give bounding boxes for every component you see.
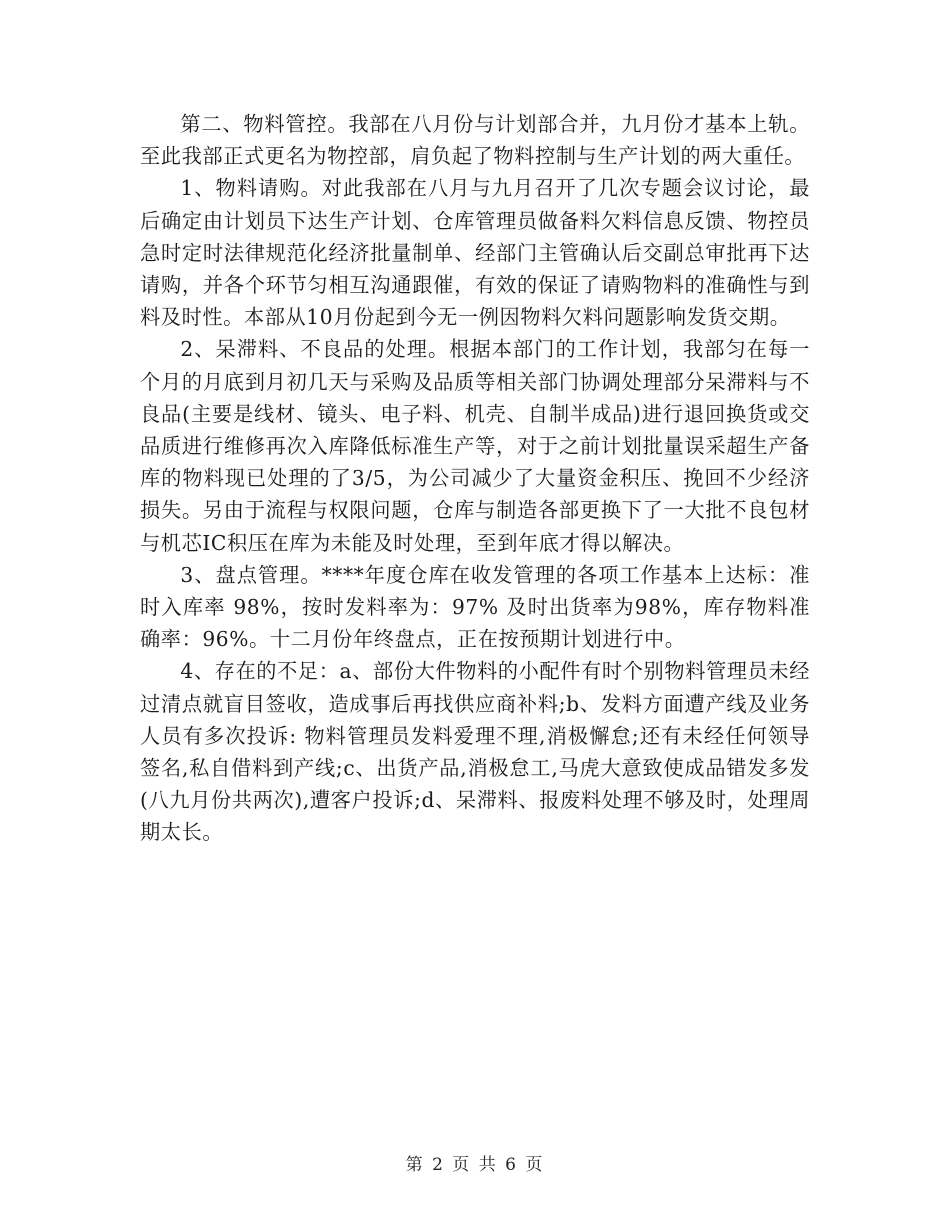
document-body — [140, 108, 810, 849]
page-footer — [0, 1150, 950, 1175]
paragraph-shortcomings: 4、存在的不足：a、部份大件物料的小配件有时个别物料管理员未经过清点就盲目签收，造成事后再找供应商补料;b、发料方面遭产线及业务人员有多次投诉: 物料管理员发料爱理不理,消极懈怠;还有未经任何领导签名,私自借料到产线;c、出货产品,消极怠工,马虎大意致使成品错发多发(八九月份共两次),遭客户投诉;d、呆滞料、报废料处理不够及时，处理周期太长。 — [140, 659, 810, 845]
paragraph-material-requisition: 1、物料请购。对此我部在八月与九月召开了几次专题会议讨论，最后确定由计划员下达生产计划、仓库管理员做备料欠料信息反馈、物控员急时定时法律规范化经济批量制单、经部门主管确认后交副总审批再下达请购，并各个环节匀相互沟通跟催，有效的保证了请购物料的准确性与到料及时性。本部从10月份起到今无一例因物料欠料问题影响发货交期。 — [140, 176, 810, 330]
page-number-label: 第 2 页 共 6 页 — [405, 1155, 545, 1175]
paragraph-material-control: 第二、物料管控。我部在八月份与计划部合并，九月份才基本上轨。至此我部正式更名为物控部，肩负起了物料控制与生产计划的两大重任。 — [140, 112, 810, 169]
paragraph-slow-moving-defects: 2、呆滞料、不良品的处理。根据本部门的工作计划，我部匀在每一个月的月底到月初几天与采购及品质等相关部门协调处理部分呆滞料与不良品(主要是线材、镜头、电子料、机壳、自制半成品)进行退回换货或交品质进行维修再次入库降低标准生产等，对于之前计划批量误采超生产备库的物料现已处理的了3/5，为公司减少了大量资金积压、挽回不少经济损失。另由于流程与权限问题，仓库与制造各部更换下了一大批不良包材与机芯IC积压在库为未能及时处理，至到年底才得以解决。 — [140, 337, 810, 555]
paragraph-inventory-management: 3、盘点管理。****年度仓库在收发管理的各项工作基本上达标：准时入库率 98%，按时发料率为：97% 及时出货率为98%，库存物料准确率：96%。十二月份年终盘点，正在按预期计划进行中。 — [140, 562, 810, 652]
